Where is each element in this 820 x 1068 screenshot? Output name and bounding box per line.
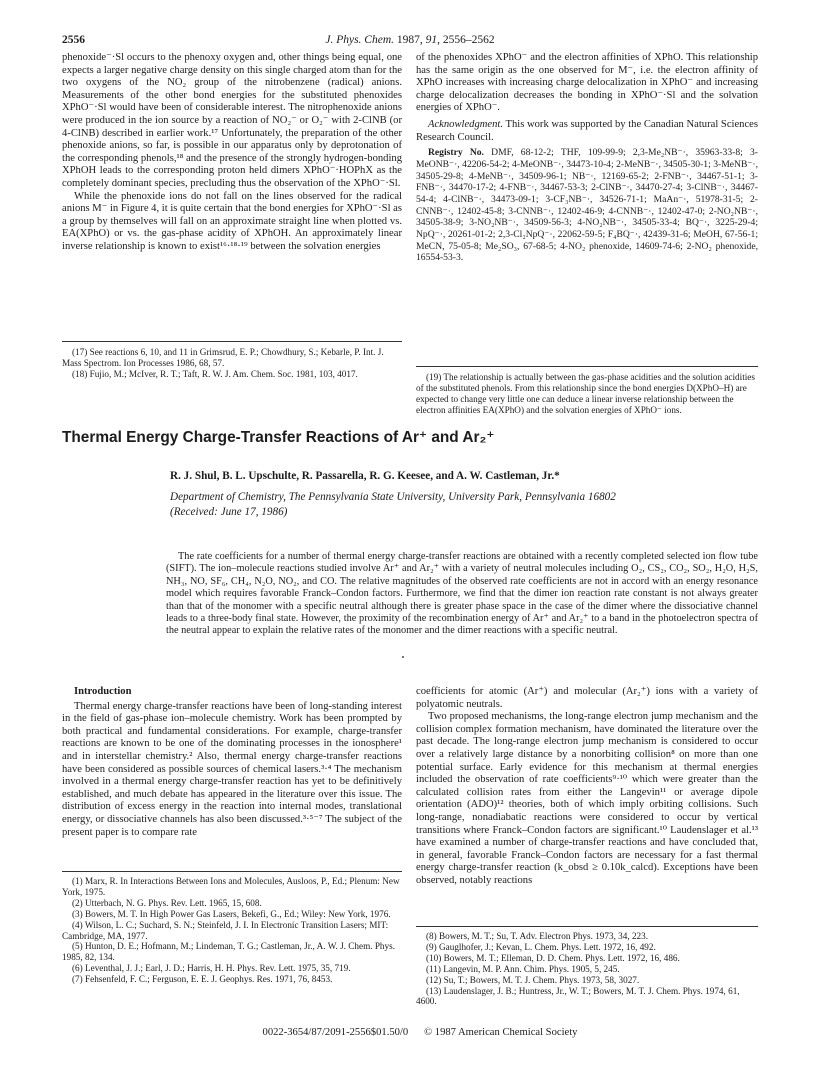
prev-right-footnote [416, 372, 758, 416]
footnote-17: (17) See reactions 6, 10, and 11 in Grimsrud, E. P.; Chowdhury, S.; Kebarle, P. Int. J. Mass Spectrom. Ion Processes 1986, 68, 57. [62, 347, 384, 368]
acknowledgment-label: Acknowledgment. [428, 118, 504, 130]
journal-volume: 91 [425, 34, 438, 46]
prev-article-right-column [416, 52, 758, 264]
acknowledgment-text: This work was supported by the Canadian Natural Sciences Research Council. [416, 118, 758, 143]
footnote-9: (9) Gauglhofer, J.; Kevan, L. Chem. Phys. Lett. 1972, 16, 492. [426, 941, 656, 952]
footnote-2: (2) Utterbach, N. G. Phys. Rev. Lett. 1965, 15, 608. [72, 897, 262, 908]
abstract: The rate coefficients for a number of thermal energy charge-transfer reactions are obtained with a recently completed selected ion flow tube (SIFT). The ion–molecule reactions studied involve Ar⁺ and Ar₂⁺ with a variety of neutral molecules including O₂, CS₂, CO₂, SO₂, H₂O, H₂S, NH₃, NO, SF₆, CH₄, N₂O, NO₂, and CO. The relative magnitudes of the observed rate coefficients are not in accord with an energy resonance model which requires favorable Franck–Condon factors. Furthermore, we find that the dimer ion reaction rate constant is not always greater than that of the monomer with a specific neutral although there is greater phase space in the case of the dimer where the dissociative channel leads to a three-body final state. However, the proximity of the recombination energy of Ar⁺ and Ar₂⁺ to a band in the photoelectron spectra of the neutral appear to explain the relative rates of the monomer and the dimer reactions with a specific neutral. [166, 551, 758, 637]
article-affiliation [170, 490, 730, 520]
footnote-19: (19) The relationship is actually between the gas-phase acidities and the solution acidities of the substituted phenols. From this relationship since the bond energies D(XPhO–H) are expected to change very little one can deduce a linear inverse relationship between the electron affinities EA(XPhO) and the solvation energies of XPhO⁻ ions. [416, 372, 755, 415]
footnote-8: (8) Bowers, M. T.; Su, T. Adv. Electron Phys. 1973, 34, 223. [426, 931, 649, 941]
prev-article-left-column [62, 52, 402, 254]
journal-pages: , 2556–2562 [437, 34, 495, 46]
journal-year: 1987 [396, 34, 420, 46]
affiliation-text: Department of Chemistry, The Pennsylvania State University, University Park, Pennsylvania 16802 [170, 491, 616, 503]
intro-heading: Introduction [74, 686, 132, 697]
footnote-3: (3) Bowers, M. T. In High Power Gas Lasers, Bekefi, G., Ed.; Wiley: New York, 1976. [72, 908, 391, 919]
article-title: Thermal Energy Charge-Transfer Reactions of Ar⁺ and Ar₂⁺ [62, 429, 495, 446]
intro-paragraph-1: Thermal energy charge-transfer reactions have been of long-standing interest in the field of gas-phase ion–molecule chemistry. Work has been prompted by both practical and fundamental considerations. For example, charge-transfer reactions are known to be one of the dominating processes in the ionosphere¹ and in interstellar chemistry.² Also, thermal energy charge-transfer reactions have been considered as possible sources of chemical lasers.³·⁴ The mechanism involved in a thermal energy charge-transfer reaction has yet to be definitively established, and much debate has appeared in the literature over this issue. The distribution of excess energy in the reaction into internal modes, translational energy, or dissociative channels has also been discussed.³·⁵⁻⁷ The subject of the present paper is to compare rate [62, 700, 402, 838]
article-code: 0022-3654/87/2091-2556$01.50/0 [262, 1027, 409, 1038]
intro-right-footnotes [416, 931, 758, 1007]
footnote-1: (1) Marx, R. In Interactions Between Ions and Molecules, Ausloos, P., Ed.; Plenum: New York, 1975. [62, 876, 400, 897]
footnote-divider [62, 341, 402, 342]
intro-left-column [62, 686, 402, 839]
copyright: © 1987 American Chemical Society [424, 1027, 578, 1038]
received-date: (Received: June 17, 1986) [170, 506, 288, 518]
footnote-10: (10) Bowers, M. T.; Elleman, D. D. Chem. Phys. Lett. 1972, 16, 486. [426, 952, 680, 963]
intro-right-paragraph-1: coefficients for atomic (Ar⁺) and molecular (Ar₂⁺) ions with a variety of polyatomic neutrals. [416, 686, 758, 710]
page-footer [200, 1027, 640, 1038]
intro-left-footnotes [62, 876, 402, 985]
intro-right-paragraph-2: Two proposed mechanisms, the long-range electron jump mechanism and the collision complex formation mechanism, have dominated the literature over the past decade. The long-range electron jump mechanism is considered to occur over a relatively large distance by a nonorbiting collision⁸ on more than one potential surface. Early evidence for this mechanism at thermal energies included the observation of rate coefficients⁹·¹⁰ which were greater than the calculated collision rates from either the Langevin¹¹ or average dipole orientation (ADO)¹² theories, both of which imply orbiting collisions. Such long-range, nonadiabatic reactions were considered to occur by vertical transitions where Franck–Condon factors are significant.¹⁰ Laudenslager et al.¹³ have examined a number of charge-transfer reactions and have concluded that, in general, favorable Franck–Condon factors are necessary for a fast thermal energy charge-transfer reaction (k_obsd ≥ 0.10k_calcd). Exceptions have been observed, notably reactions [416, 711, 758, 886]
footnote-divider [416, 366, 758, 367]
footnote-12: (12) Su, T.; Bowers, M. T. J. Chem. Phys. 1973, 58, 3027. [426, 974, 640, 985]
acknowledgment [416, 119, 758, 144]
prev-right-paragraph: of the phenoxides XPhO⁻ and the electron affinities of XPhO. This relationship has the same origin as the one observed for M⁻, i.e. the electron affinity of XPhO increases with increasing charge delocalization in XPhO⁻ and increasing charge delocalization decreases the bonding in XPhO⁻·Sl and the solvation energies of XPhO⁻. [416, 52, 758, 114]
prev-paragraph-2: While the phenoxide ions do not fall on the lines observed for the radical anions M⁻ in Figure 4, it is quite certain that the bond energies for XPhO⁻·Sl as a group by themselves will fall on an approximate straight line when plotted vs. EA(XPhO) or vs. the gas-phase acidity of XPhOH. An approximately linear inverse relationship is known to exist¹⁶·¹⁸·¹⁹ between the solvation energies [62, 190, 402, 252]
footnote-5: (5) Hunton, D. E.; Hofmann, M.; Lindeman, T. G.; Castleman, Jr., A. W. J. Chem. Phys. 1985, 82, 134. [62, 941, 395, 963]
prev-paragraph-1: phenoxide⁻·Sl occurs to the phenoxy oxygen and, other things being equal, one expects a larger negative charge density on this single charged atom than for the two oxygens of the NO₂ group of the nitrobenzene (radical) anions. Measurements of the other bond energies for the substituted phenoxides XPhO⁻·Sl would have been of considerable interest. The nitrophenoxide anions were produced in the ion source by a reaction of NO₂⁻ or O₂⁻ with 2-ClNB (or 4-ClNB) described in earlier work.¹⁷ Unfortunately, the preparation of the other phenoxide anions, so far, is possible in our apparatus only by deprotonation of the corresponding phenols,¹⁸ and the presence of the strongly hydrogen-bonding XPhOH leads to the corresponding proton held dimers XPhO⁻·HOPhX as the completely dominant species, precluding thus the observation of the XPhO⁻·Sl. [62, 52, 402, 189]
footnote-11: (11) Langevin, M. P. Ann. Chim. Phys. 1905, 5, 245. [426, 963, 620, 974]
registry-label: Registry No. [428, 147, 484, 159]
footnote-7: (7) Fehsenfeld, F. C.; Ferguson, E. E. J. Geophys. Res. 1971, 76, 8453. [72, 974, 333, 985]
running-header: J. Phys. Chem. 1987, 91, 2556–2562 [325, 34, 495, 46]
registry-numbers [416, 147, 758, 264]
footnote-6: (6) Leventhal, J. J.; Earl, J. D.; Harris, H. H. Phys. Rev. Lett. 1975, 35, 719. [72, 963, 351, 974]
article-authors: R. J. Shul, B. L. Upschulte, R. Passarella, R. G. Keesee, and A. W. Castleman, Jr.* [170, 470, 560, 482]
prev-left-footnotes [62, 347, 402, 380]
intro-right-column [416, 686, 758, 888]
footnote-18: (18) Fujio, M.; McIver, R. T.; Taft, R. W. J. Am. Chem. Soc. 1981, 103, 4017. [72, 368, 358, 379]
footnote-13: (13) Laudenslager, J. B.; Huntress, Jr., W. T.; Bowers, M. T. J. Chem. Phys. 1974, 61, 4600. [416, 985, 740, 1007]
stray-mark [402, 656, 404, 658]
footnote-divider [62, 871, 402, 872]
journal-name: J. Phys. Chem. [325, 34, 395, 46]
registry-text: DMF, 68-12-2; THF, 109-99-9; 2,3-Me₂NB⁻·, 35963-33-8; 3-MeONB⁻·, 42206-54-2; 4-MeONB⁻·, 34473-10-4; 2-MeNB⁻·, 34505-30-1; 3-MeNB⁻·, 34505-29-8; 4-MeNB⁻·, 34509-96-1; NB⁻·, 12169-65-2; 2-FNB⁻·, 34467-51-1; 3-FNB⁻·, 34470-17-2; 4-FNB⁻·, 34467-53-3; 2-ClNB⁻·, 34470-27-4; 3-ClNB⁻·, 34467-54-4; 4-ClNB⁻·, 34473-09-1; 3-CF₃NB⁻·, 34526-71-1; MaAn⁻·, 51978-31-5; 2-CNNB⁻·, 12402-45-8; 3-CNNB⁻·, 12402-46-9; 4-CNNB⁻·, 12402-47-0; 2-NO₂NB⁻·, 34505-38-9; 3-NO₂NB⁻·, 34509-56-3; 4-NO₂NB⁻·, 34505-33-4; BQ⁻·, 3225-29-4; NpQ⁻·, 20261-01-2; 2,3-Cl₂NpQ⁻·, 22062-59-5; F₄BQ⁻·, 42439-31-6; MeOH, 67-56-1; MeCN, 75-05-8; Me₂SO₃, 67-68-5; 4-NO₂ phenoxide, 14609-74-6; 2-NO₂ phenoxide, 16554-53-3. [416, 147, 758, 264]
footnote-divider [416, 926, 758, 927]
page-number: 2556 [62, 34, 85, 46]
footnote-4: (4) Wilson, L. C.; Suchard, S. N.; Steinfeld, J. I. In Electronic Transition Lasers; MIT: Cambridge, MA, 1977. [62, 919, 389, 941]
